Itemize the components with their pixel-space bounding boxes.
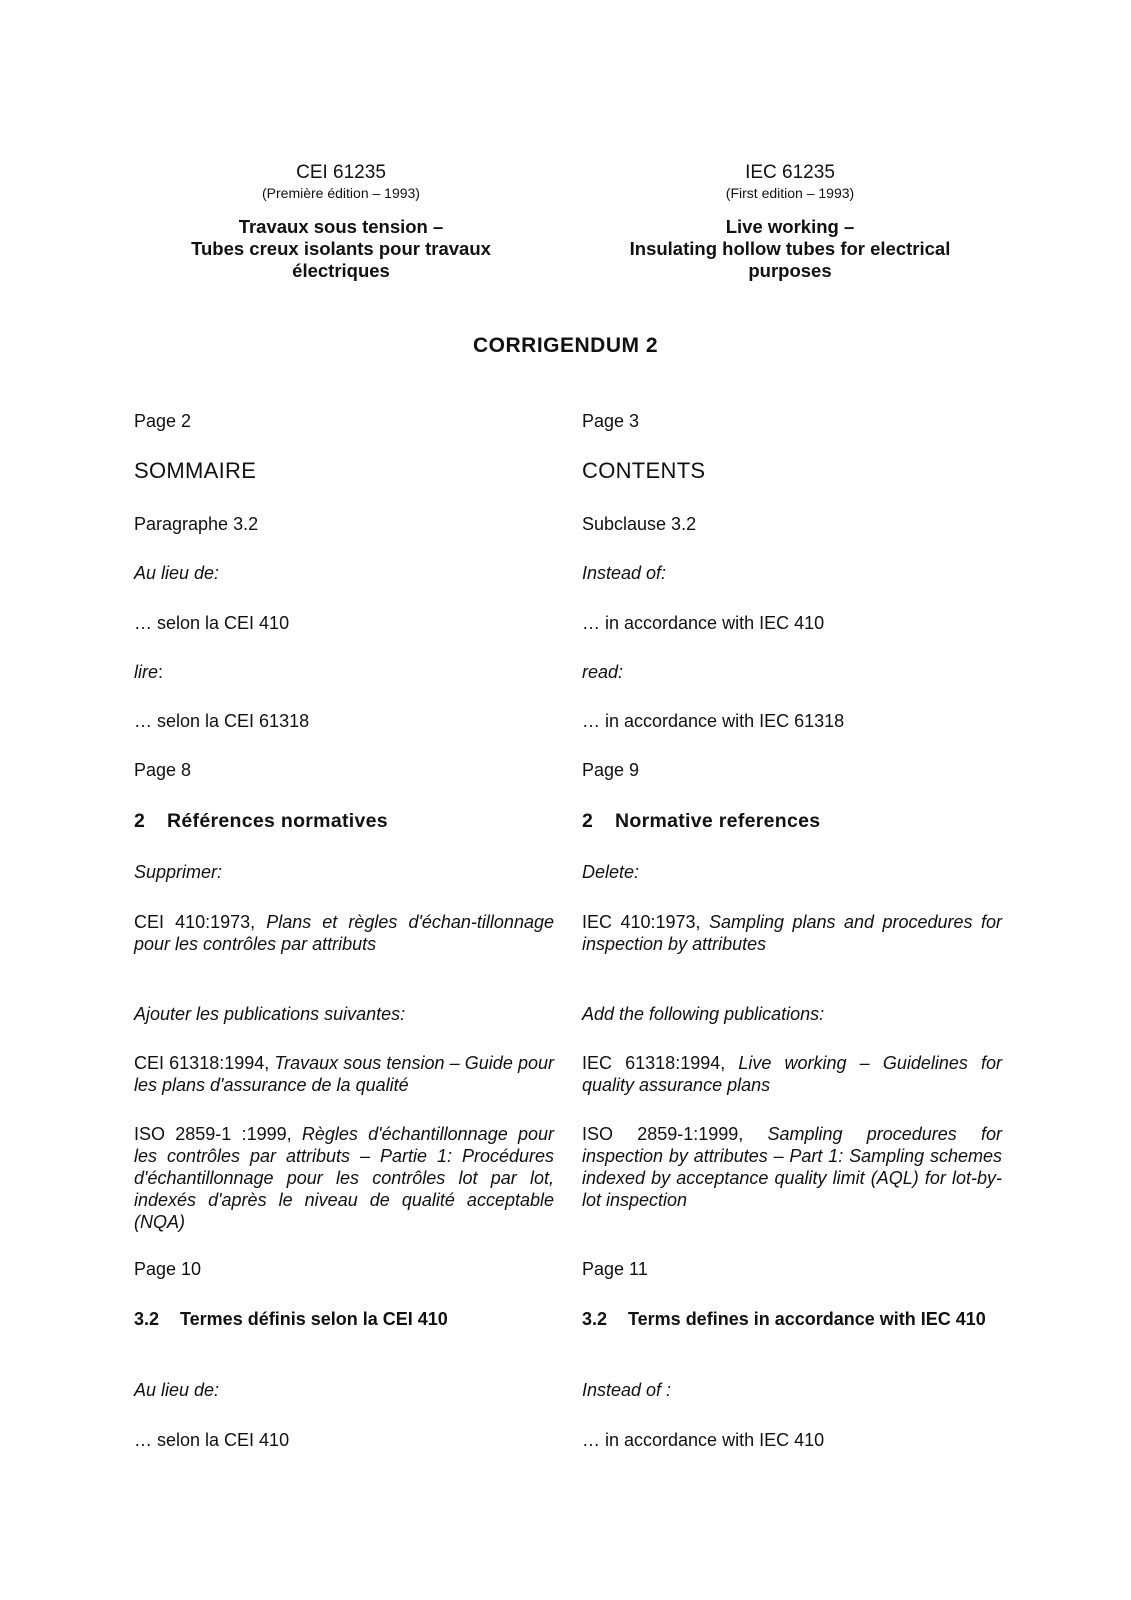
title-en-line: Insulating hollow tubes for electrical [629,238,951,259]
section-number: 2 [134,810,146,832]
delete-label-fr: Supprimer: [134,862,223,882]
paragraph-ref-fr: Paragraphe 3.2 [134,514,259,534]
contents-heading: CONTENTS [582,458,706,483]
page-ref-fr: Page 10 [134,1259,202,1279]
section-title: Normative references [615,810,821,832]
new-text-en: … in accordance with IEC 61318 [582,711,845,731]
reference-code: IEC 61318:1994, [582,1053,739,1073]
add-label-en: Add the following publications: [582,1004,825,1024]
reference-title: Plans et règles d'échan-tillonnage pour les contrôles par attributs [134,912,554,954]
reference-title: Règles d'échantillonnage pour les contrôles par attributs – Partie 1: Procédures d'échantillonnage pour les contrôles lot par lot, indexés d'après le niveau de qualité acceptable (NQA) [134,1124,554,1232]
reference-en [582,911,1002,955]
subsection-heading-en [582,1308,1002,1330]
section-number: 2 [582,810,594,832]
reference-code: CEI 61318:1994, [134,1053,275,1073]
title-fr-line: électriques [292,260,390,281]
section-title: Termes définis selon la CEI 410 [180,1309,448,1329]
old-text-en: … in accordance with IEC 410 [582,613,825,633]
reference-code: ISO 2859-1:1999, [582,1124,768,1144]
title-fr-line: Travaux sous tension – [238,216,444,237]
title-en-line: Live working – [725,216,855,237]
reference-code: CEI 410:1973, [134,912,267,932]
reference-title: Live working – Guidelines for quality assurance plans [582,1053,1003,1095]
page-ref-fr: Page 2 [134,411,192,431]
section-number: 3.2 [582,1309,608,1329]
reference-title: Sampling plans and procedures for inspection by attributes [582,912,1002,954]
read-label-fr [134,661,554,683]
subclause-ref-en: Subclause 3.2 [582,514,697,534]
sommaire-heading: SOMMAIRE [134,458,257,483]
new-text-fr: … selon la CEI 61318 [134,711,310,731]
instead-label-en: Instead of: [582,563,667,583]
header-english [580,162,1000,282]
old-text-en: … in accordance with IEC 410 [582,1430,825,1450]
section-heading-fr [134,810,554,832]
old-text-fr: … selon la CEI 410 [134,613,290,633]
old-text-fr: … selon la CEI 410 [134,1430,290,1450]
subsection-heading-fr [134,1308,554,1330]
reference-en [582,1052,1002,1096]
title-en-line: purposes [748,260,832,281]
instead-label-en: Instead of : [582,1380,672,1400]
reference-en [582,1123,1002,1211]
title-en [580,216,1000,282]
page-ref-fr: Page 8 [134,760,192,780]
reference-code: IEC 410:1973, [582,912,709,932]
read-label-en: read: [582,662,624,682]
reference-code: ISO 2859-1 :1999, [134,1124,302,1144]
read-label-fr-word: lire [134,662,159,682]
instead-label-fr: Au lieu de: [134,563,220,583]
title-fr [131,216,551,282]
section-title: Terms defines in accordance with IEC 410 [628,1309,986,1329]
page-ref-en: Page 9 [582,760,640,780]
reference-title: Sampling procedures for inspection by attributes – Part 1: Sampling schemes indexed by acceptance quality limit (AQL) for lot-by-lot inspection [582,1124,1002,1210]
standard-code-en: IEC 61235 [745,162,835,183]
delete-label-en: Delete: [582,862,640,882]
section-number: 3.2 [134,1309,160,1329]
standard-code-fr: CEI 61235 [296,162,386,183]
reference-fr [134,1052,554,1096]
read-label-fr-colon: : [158,662,164,682]
add-label-fr: Ajouter les publications suivantes: [134,1004,406,1024]
page-ref-en: Page 3 [582,411,640,431]
corrigendum-title: CORRIGENDUM 2 [472,334,658,357]
title-fr-line: Tubes creux isolants pour travaux [191,238,491,259]
reference-fr [134,911,554,955]
section-title: Références normatives [167,810,388,832]
page-ref-en: Page 11 [582,1259,648,1279]
edition-fr: (Première édition – 1993) [262,185,420,201]
section-heading-en [582,810,1002,832]
instead-label-fr: Au lieu de: [134,1380,220,1400]
edition-en: (First edition – 1993) [725,185,855,201]
header-french [131,162,551,282]
reference-fr [134,1123,554,1233]
reference-title: Travaux sous tension – Guide pour les plans d'assurance de la qualité [134,1053,555,1095]
